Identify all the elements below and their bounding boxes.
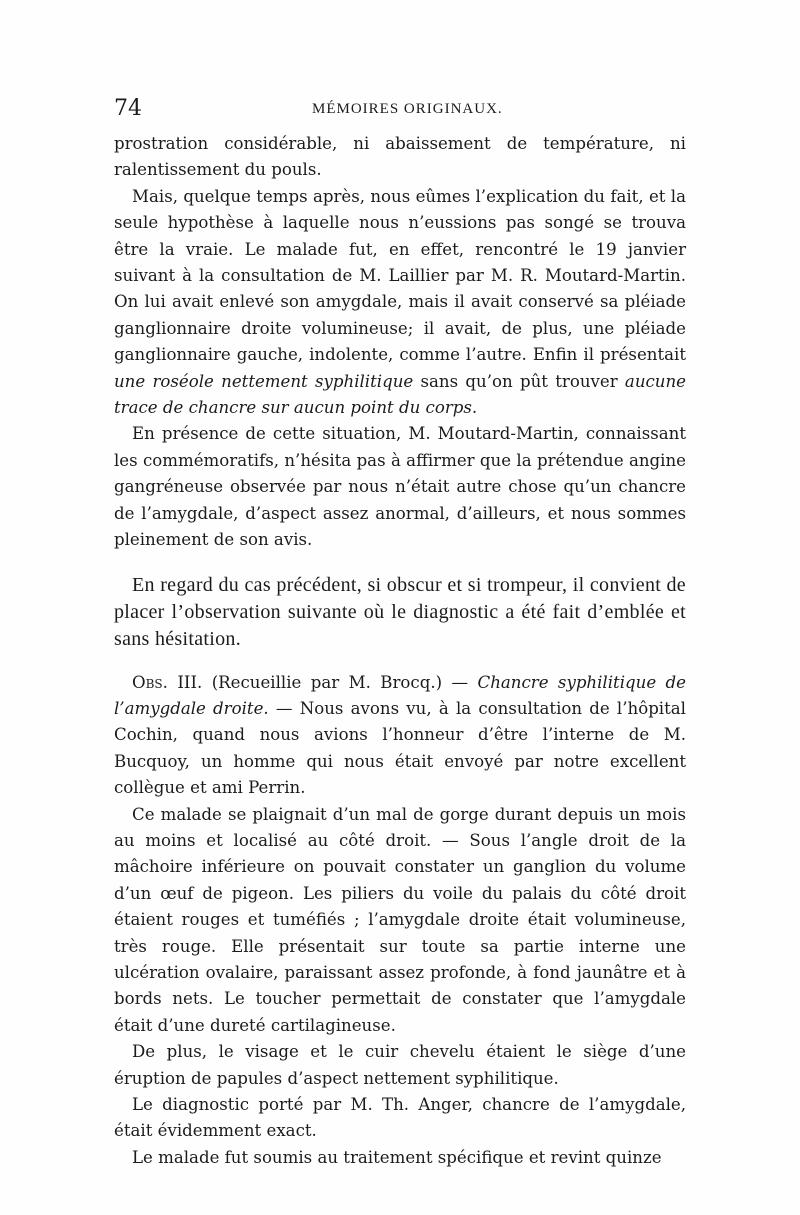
- observation-label: Obs. III.: [132, 672, 203, 692]
- body-text: [114, 131, 686, 1171]
- page-number: 74: [114, 96, 142, 121]
- observation-collector: (Recueillie par M. Brocq.) —: [202, 672, 478, 692]
- italic-phrase: une roséole nettement syphilitique: [114, 371, 414, 391]
- observation-heading-paragraph: [114, 670, 686, 802]
- paragraph-explanation: [114, 184, 686, 422]
- observation-text: — Nous avons vu, à la consultation de l’hôpital Cochin, quand nous avions l’honneur d’être l’interne de M. Bucquoy, un homme qui nous était envoyé par notre excellent collègue et ami Perrin.: [114, 698, 686, 798]
- paragraph-symptoms: Ce malade se plaignait d’un mal de gorge durant depuis un mois au moins et localisé au côté droit. — Sous l’angle droit de la mâchoire inférieure on pouvait constater un ganglion du volume d’un œuf de pigeon. Les piliers du voile du palais du côté droit étaient rouges et tuméfiés ; l’amygdale droite était volumineuse, très rouge. Elle présentait sur toute sa partie interne une ulcération ovalaire, paraissant assez profonde, à fond jaunâtre et à bords nets. Le toucher permettait de constater que l’amygdale était d’une dureté cartilagineuse.: [114, 804, 686, 1035]
- observation-title: Chancre syphilitique de l’amygdale droite.: [114, 672, 687, 718]
- italic-phrase: aucune trace de chancre sur aucun point du corps.: [114, 371, 686, 418]
- paragraph-diagnosis: Le diagnostic porté par M. Th. Anger, chancre de l’amygdale, était évidemment exact.: [114, 1095, 686, 1141]
- paragraph-treatment: Le malade fut soumis au traitement spécifique et revint quinze: [132, 1147, 662, 1167]
- paragraph-eruption: De plus, le visage et le cuir chevelu étaient le siège d’une éruption de papules d’aspect nettement syphilitique.: [114, 1042, 686, 1088]
- page-header: [114, 96, 686, 130]
- paragraph-text: Mais, quelque temps après, nous eûmes l’explication du fait, et la seule hypothèse à laquelle nous n’eussions pas songé se trouva être la vraie. Le malade fut, en effet, rencontré le 19 janvier suivant à la consultation de M. Laillier par M. R. Moutard-Martin. On lui avait enlevé son amygdale, mais il avait conservé sa pléiade ganglionnaire droite volumineuse; il avait, de plus, une pléiade ganglionnaire gauche, indolente, comme l’autre. Enfin il présentait: [114, 186, 686, 365]
- running-head: MÉMOIRES ORIGINAUX.: [312, 101, 503, 117]
- paragraph-continuation: prostration considérable, ni abaissement de température, ni ralentissement du pouls.: [114, 134, 686, 180]
- transition-note-text: En regard du cas précédent, si obscur et si trompeur, il convient de placer l’observation suivante où le diagnostic a été fait d’emblée et sans hésitation.: [114, 573, 686, 650]
- paragraph-opinion: En présence de cette situation, M. Moutard-Martin, connaissant les commémoratifs, n’hésita pas à affirmer que la prétendue angine gangréneuse observée par nous n’était autre chose qu’un chancre de l’amygdale, d’aspect assez anormal, d’ailleurs, et nous sommes pleinement de son avis.: [114, 424, 686, 550]
- paragraph-text: sans qu’on pût trouver: [413, 371, 625, 391]
- transition-note: [114, 572, 686, 653]
